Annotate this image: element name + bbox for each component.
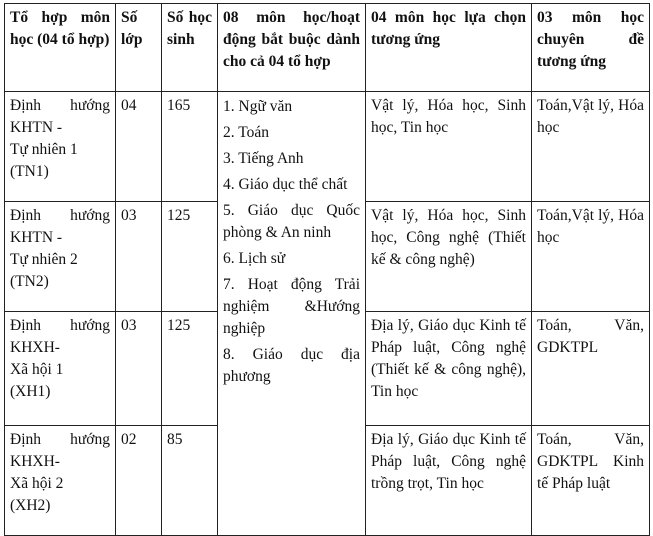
classes-cell: 03 [116,312,162,426]
special-cell: Toán,Vật lý, Hóa học [532,92,650,202]
combination-cell [5,92,116,202]
elective-cell: Vật lý, Hóa học, Sinh học, Tin học [366,92,532,202]
combination-name: Xã hội 2 [10,475,64,492]
header-elective: 04 môn học lựa chọn tương ứng [366,4,532,92]
combination-orientation: Định hướng KHXH- [10,431,110,470]
combination-name: Tự nhiên 1 [10,141,78,158]
combination-code: (XH1) [10,383,51,400]
combination-name: Xã hội 1 [10,361,64,378]
special-cell: Toán,Vật lý, Hóa học [532,202,650,312]
combination-code: (TN1) [10,163,49,180]
special-cell: Toán, Văn, GDKTPL Kinh tế Pháp luật [532,426,650,536]
header-students: Số học sinh [162,4,218,92]
classes-cell: 02 [116,426,162,536]
special-cell: Toán, Văn, GDKTPL [532,312,650,426]
combination-name: Tự nhiên 2 [10,251,78,268]
mandatory-subject: 2. Toán [223,124,269,141]
header-special: 03 môn học chuyên đề tương ứng [532,4,650,92]
mandatory-subjects-cell [218,92,366,536]
combination-orientation: Định hướng KHXH- [10,317,110,356]
header-row [5,4,650,92]
mandatory-subject: 5. Giáo dục Quốc phòng & An ninh [223,202,360,241]
combination-code: (TN2) [10,273,49,290]
mandatory-subject: 4. Giáo dục thể chất [223,176,348,193]
elective-cell: Địa lý, Giáo dục Kinh tế Pháp luật, Công nghệ trồng trọt, Tin học [366,426,532,536]
combination-orientation: Định hướng KHTN - [10,97,110,136]
students-cell: 125 [162,202,218,312]
header-classes: Số lớp [116,4,162,92]
combination-cell [5,312,116,426]
header-combination: Tổ hợp môn học (04 tổ hợp) [5,4,116,92]
classes-cell: 03 [116,202,162,312]
combination-cell [5,426,116,536]
students-cell: 165 [162,92,218,202]
combination-orientation: Định hướng KHTN - [10,207,110,246]
mandatory-subject: 7. Hoạt động Trải nghiệm &Hướng nghiệp [223,276,360,337]
subject-combination-table [4,3,650,536]
combination-cell [5,202,116,312]
elective-cell: Vật lý, Hóa học, Sinh học, Công nghệ (Thiết kế & công nghệ) [366,202,532,312]
mandatory-subject: 6. Lịch sử [223,250,286,267]
mandatory-subject: 8. Giáo dục địa phương [223,346,360,385]
mandatory-subject: 1. Ngữ văn [223,98,293,115]
table-row [5,92,650,202]
header-mandatory: 08 môn học/hoạt động bắt buộc dành cho cả 04 tổ hợp [218,4,366,92]
classes-cell: 04 [116,92,162,202]
combination-code: (XH2) [10,497,51,514]
students-cell: 125 [162,312,218,426]
elective-cell: Địa lý, Giáo dục Kinh tế Pháp luật, Công nghệ (Thiết kế & công nghệ), Tin học [366,312,532,426]
mandatory-subject: 3. Tiếng Anh [223,150,304,167]
students-cell: 85 [162,426,218,536]
